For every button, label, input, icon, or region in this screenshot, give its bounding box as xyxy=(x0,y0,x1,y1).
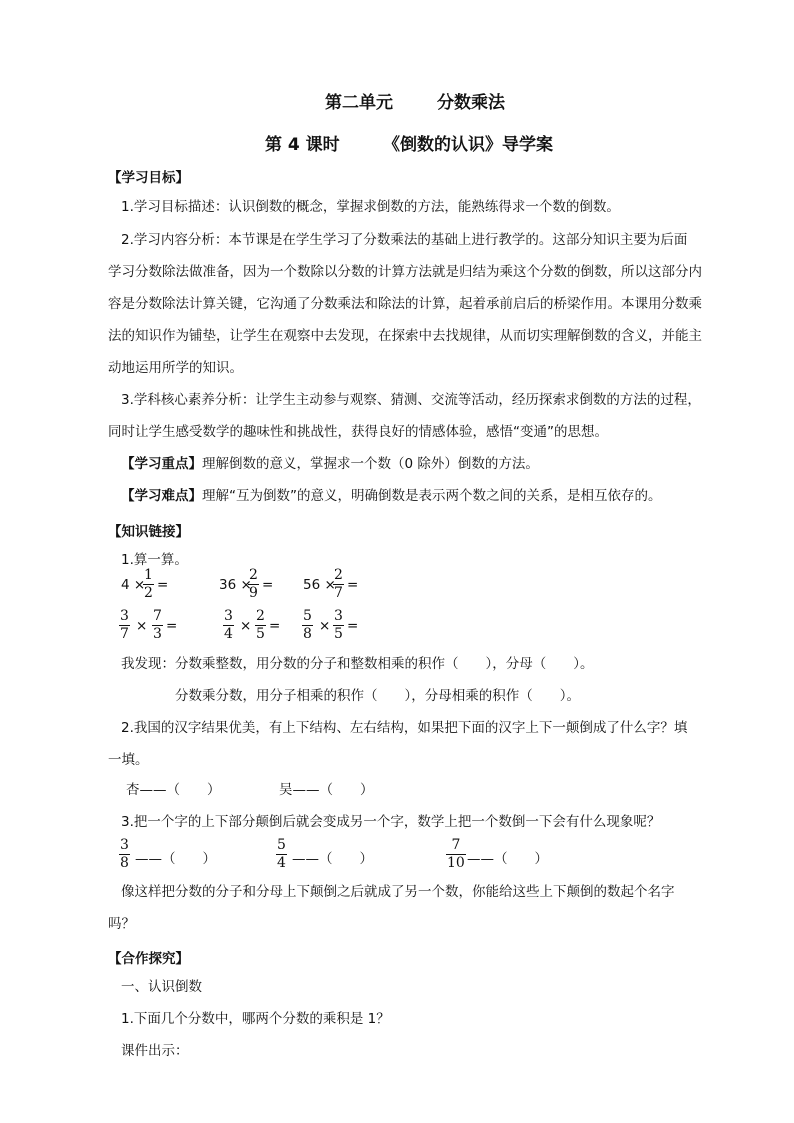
char-flip-1: 杏——（ ） xyxy=(126,782,221,798)
knowledge-q3: 3.把一个字的上下部分颠倒后就会变成另一个字，数学上把一个数倒一下会有什么现象呢？ xyxy=(121,814,661,830)
objective-2-line-1: 2.学习内容分析：本节课是在学生学习了分数乘法的基础上进行教学的。这部分知识主要为后面 xyxy=(121,232,688,248)
calc3-den: 7 xyxy=(334,585,343,601)
calc1-equals: = xyxy=(157,577,169,593)
knowledge-q1: 1.算一算。 xyxy=(121,552,188,568)
finding-1: 我发现：分数乘整数，用分数的分子和整数相乘的积作（ ），分母（ ）。 xyxy=(121,656,594,672)
knowledge-q2-line-1: 2.我国的汉字结果优美，有上下结构、左右结构，如果把下面的汉字上下一颠倒成了什么字？填 xyxy=(121,720,688,736)
calc1-num: 1 xyxy=(144,567,153,583)
calc4-a-num: 3 xyxy=(120,608,129,624)
calc5-a-den: 4 xyxy=(224,626,233,642)
calc5-b-den: 5 xyxy=(256,626,265,642)
flip1-den: 8 xyxy=(120,855,129,871)
objective-3-line-1: 3.学科核心素养分析：让学生主动参与观察、猜测、交流等活动，经历探索求倒数的方法的过程， xyxy=(121,392,701,408)
objective-3-line-2: 同时让学生感受数学的趣味性和挑战性，获得良好的情感体验，感悟“变通”的思想。 xyxy=(108,424,608,440)
calc6-a-den: 8 xyxy=(303,626,312,642)
calc5-b-num: 2 xyxy=(256,608,265,624)
calc6-b-num: 3 xyxy=(334,608,343,624)
calc5-a-num: 3 xyxy=(224,608,233,624)
knowledge-q2-line-2: 一填。 xyxy=(108,752,149,768)
flip2-num: 5 xyxy=(277,837,286,853)
unit-subject: 分数乘法 xyxy=(437,93,505,113)
objective-2-line-4: 法的知识作为铺垫，让学生在观察中去发现，在探索中去找规律，从而切实理解倒数的含义，并能主 xyxy=(108,328,702,344)
calc4-b-den: 3 xyxy=(153,626,162,642)
calc5-equals: = xyxy=(269,618,281,634)
calc1-den: 2 xyxy=(144,585,153,601)
knowledge-q3b-line-2: 吗？ xyxy=(108,916,135,932)
flip2-fraction xyxy=(276,838,287,871)
calc6-fraction-a xyxy=(302,609,313,642)
calc1-lead: 4 × xyxy=(121,577,146,593)
explore-q1-courseware: 课件出示： xyxy=(121,1043,189,1059)
calc3-fraction xyxy=(333,568,344,601)
flip3-blank: ——（ ） xyxy=(467,851,548,867)
objective-2-line-2: 学习分数除法做准备，因为一个数除以分数的计算方法就是归结为乘这个分数的倒数，所以这部分内 xyxy=(108,264,702,280)
calc6-fraction-b xyxy=(333,609,344,642)
calc6-b-den: 5 xyxy=(334,626,343,642)
key-point-text: 理解倒数的意义，掌握求一个数（0 除外）倒数的方法。 xyxy=(202,456,539,472)
objectives-heading: 【学习目标】 xyxy=(108,170,189,186)
flip3-num: 7 xyxy=(451,837,461,853)
calc4-fraction-b xyxy=(152,609,163,642)
calc4-a-den: 7 xyxy=(120,626,129,642)
flip1-blank: ——（ ） xyxy=(135,851,216,867)
flip2-den: 4 xyxy=(277,855,286,871)
difficult-point xyxy=(121,488,662,505)
calc2-lead: 36 × xyxy=(219,577,252,593)
difficult-point-text: 理解“互为倒数”的意义，明确倒数是表示两个数之间的关系，是相互依存的。 xyxy=(202,488,662,504)
objective-1: 1.学习目标描述：认识倒数的概念，掌握求倒数的方法，能熟练得求一个数的倒数。 xyxy=(121,199,620,215)
difficult-point-label: 【学习难点】 xyxy=(121,488,202,504)
calc4-b-num: 7 xyxy=(153,608,162,624)
explore-subheading: 一、认识倒数 xyxy=(121,979,202,995)
calc2-den: 9 xyxy=(249,585,258,601)
knowledge-q3b-line-1: 像这样把分数的分子和分母上下颠倒之后就成了另一个数，你能给这些上下颠倒的数起个名字 xyxy=(121,884,675,900)
calc2-equals: = xyxy=(262,577,274,593)
calc3-lead: 56 × xyxy=(303,577,336,593)
lesson-title: 《倒数的认识》导学案 xyxy=(383,135,553,155)
calc2-fraction xyxy=(248,568,259,601)
calc6-times: × xyxy=(319,618,331,634)
lesson-number: 第 4 课时 xyxy=(265,135,340,155)
finding-2: 分数乘分数，用分子相乘的积作（ ），分母相乘的积作（ ）。 xyxy=(175,688,580,704)
calc4-equals: = xyxy=(166,618,178,634)
calc4-times: × xyxy=(136,618,148,634)
calc1-fraction xyxy=(143,568,154,601)
objective-2-line-3: 容是分数除法计算关键，它沟通了分数乘法和除法的计算，起着承前启后的桥梁作用。本课用分数乘 xyxy=(108,296,702,312)
key-point xyxy=(121,456,539,473)
key-point-label: 【学习重点】 xyxy=(121,456,202,472)
knowledge-heading: 【知识链接】 xyxy=(108,524,189,540)
explore-heading: 【合作探究】 xyxy=(108,951,189,967)
calc5-fraction-b xyxy=(255,609,266,642)
calc5-fraction-a xyxy=(223,609,234,642)
calc3-equals: = xyxy=(347,577,359,593)
flip3-den: 10 xyxy=(447,855,465,871)
flip2-blank: ——（ ） xyxy=(292,851,373,867)
calc5-times: × xyxy=(240,618,252,634)
calc6-a-num: 5 xyxy=(303,608,312,624)
explore-q1: 1.下面几个分数中，哪两个分数的乘积是 1？ xyxy=(121,1011,390,1027)
flip3-fraction xyxy=(446,838,466,871)
calc3-num: 2 xyxy=(334,567,343,583)
flip1-num: 3 xyxy=(120,837,129,853)
calc2-num: 2 xyxy=(249,567,258,583)
unit-title: 第二单元 xyxy=(325,93,393,113)
objective-2-line-5: 动地运用所学的知识。 xyxy=(108,360,243,376)
char-flip-2: 吴——（ ） xyxy=(279,782,374,798)
calc4-fraction-a xyxy=(119,609,130,642)
calc6-equals: = xyxy=(347,618,359,634)
flip1-fraction xyxy=(119,838,130,871)
